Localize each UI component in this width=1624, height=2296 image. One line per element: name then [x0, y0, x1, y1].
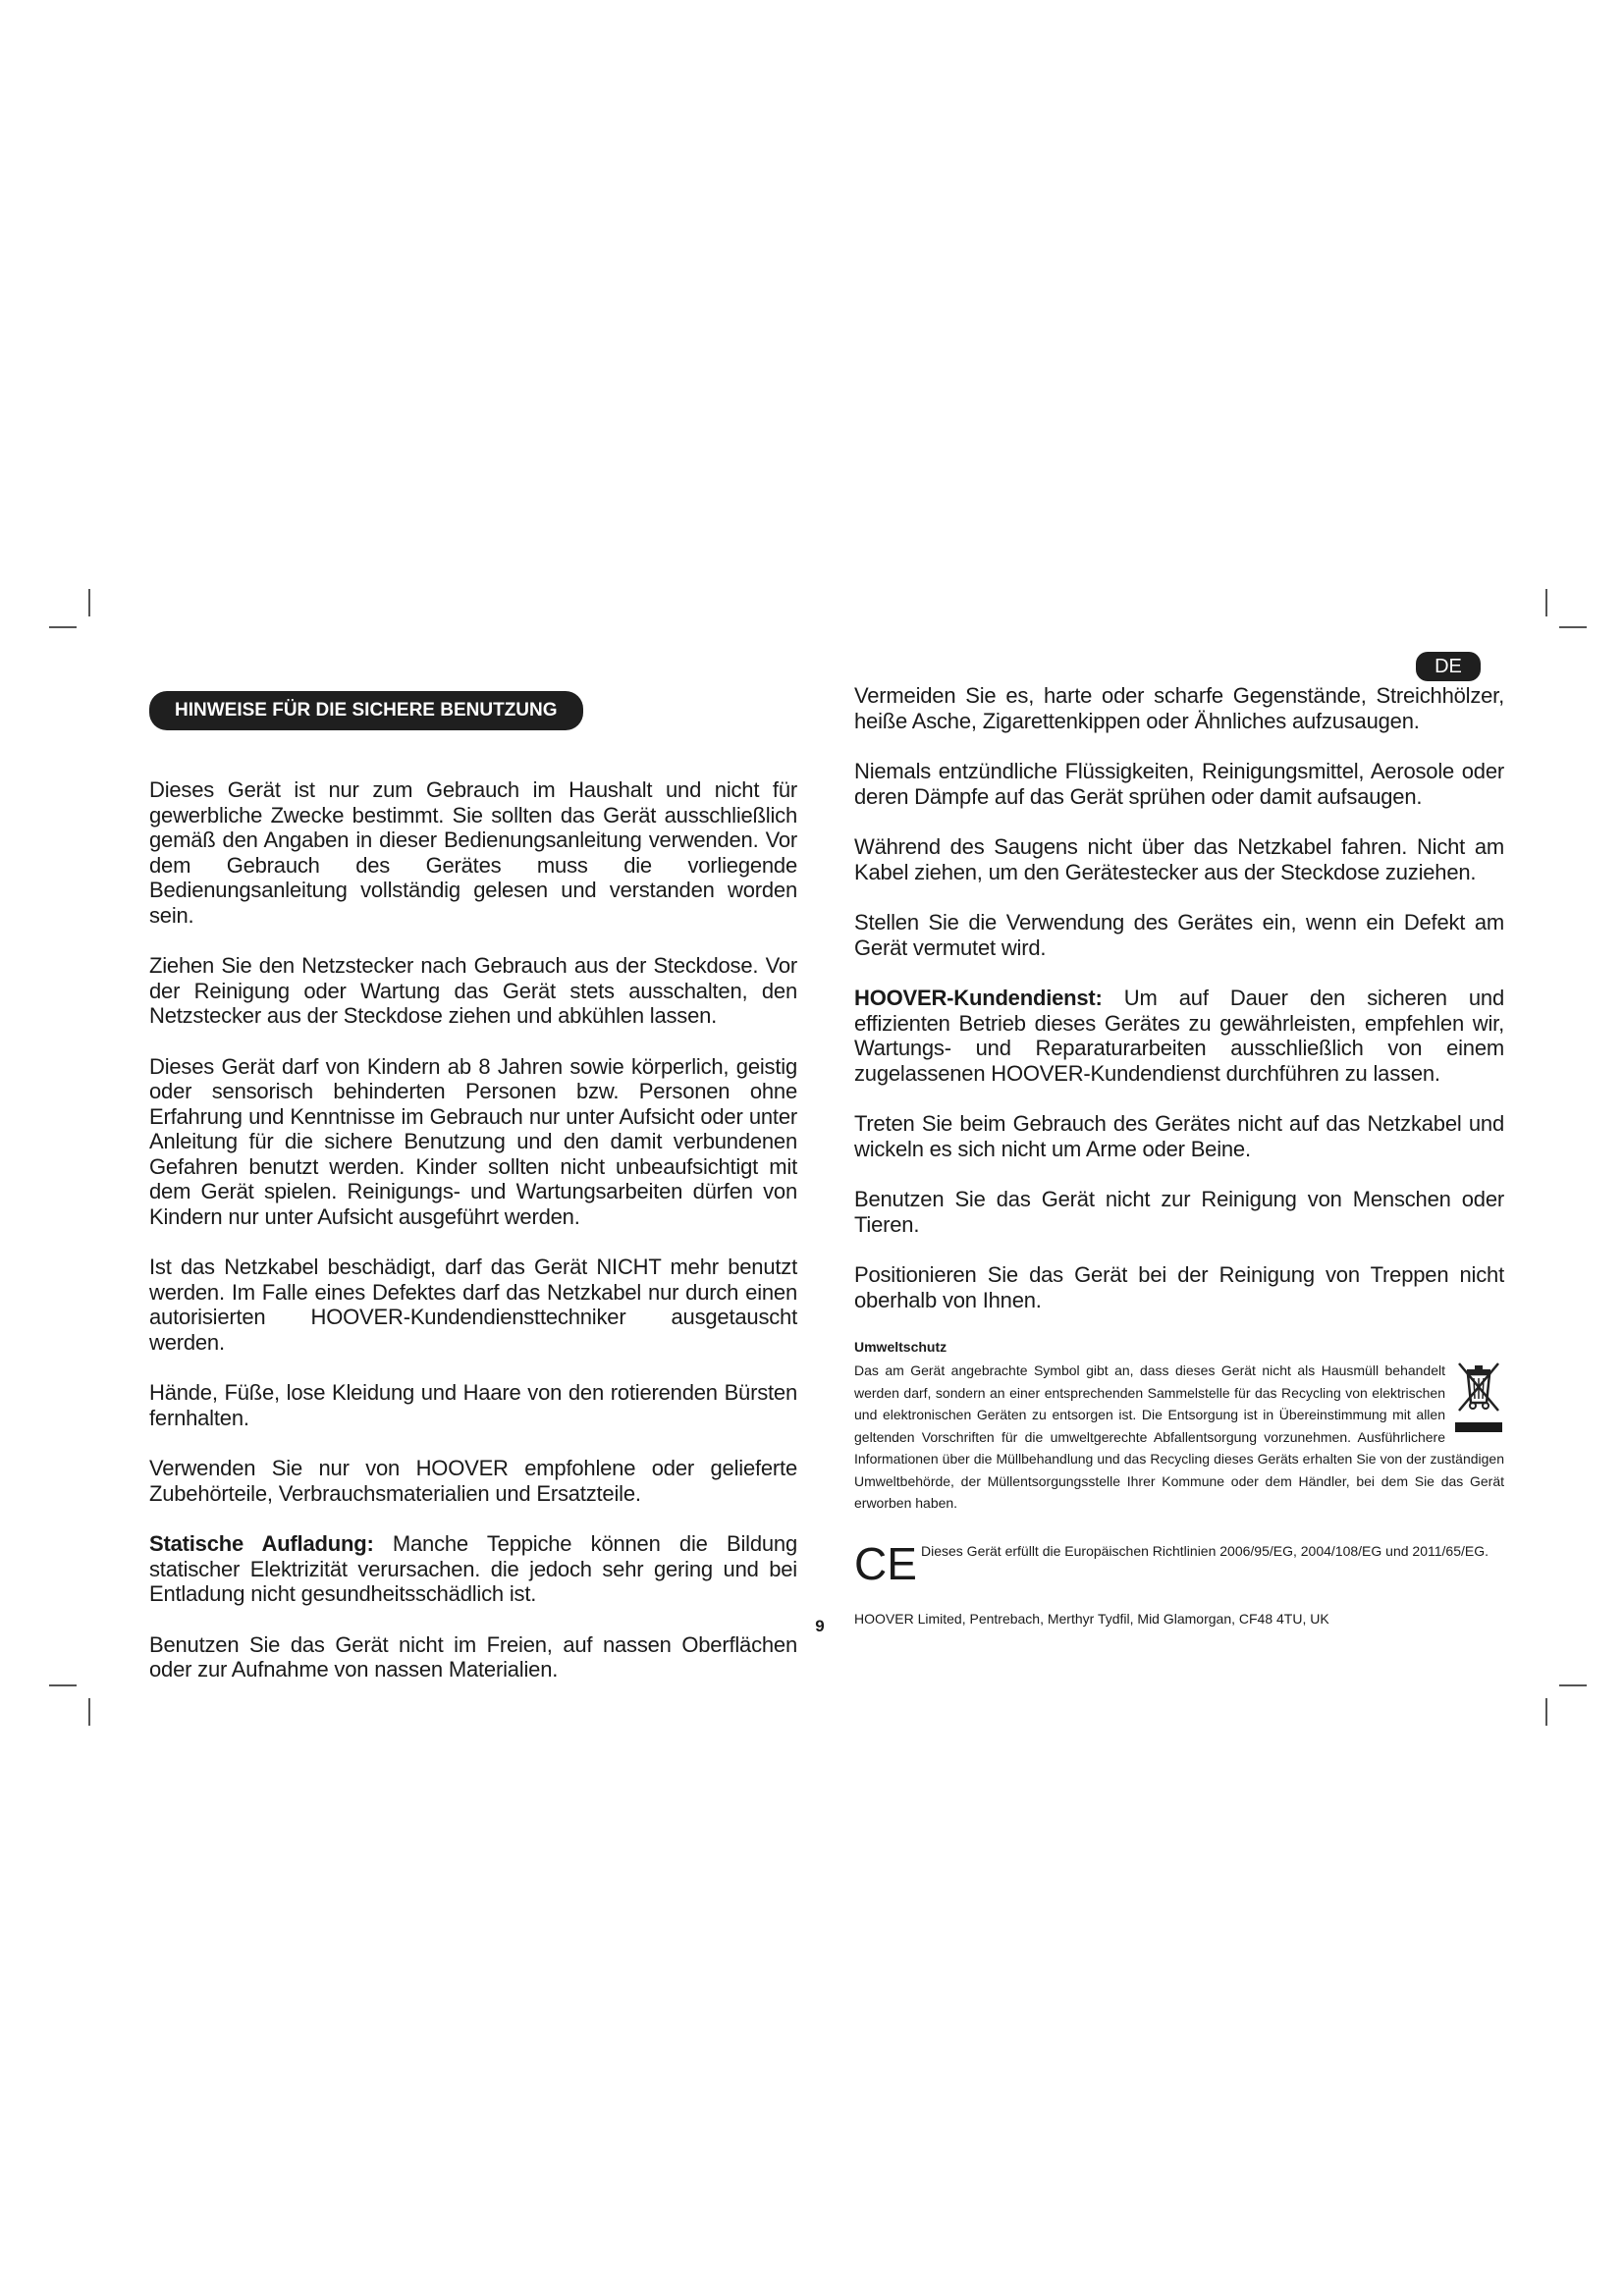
left-column [149, 691, 797, 1708]
paragraph: Verwenden Sie nur von HOOVER empfohlene oder gelieferte Zubehörteile, Verbrauchsmaterialien und Ersatzteile. [149, 1456, 797, 1506]
paragraph: Ist das Netzkabel beschädigt, darf das Gerät NICHT mehr benutzt werden. Im Falle eines Defektes darf das Netzkabel nur durch einen autorisierten HOOVER-Kundendiensttechniker ausgetauscht werden. [149, 1255, 797, 1355]
service-label: HOOVER-Kundendienst: [854, 986, 1103, 1010]
paragraph: Dieses Gerät ist nur zum Gebrauch im Haushalt und nicht für gewerbliche Zwecke bestimmt. Sie sollten das Gerät ausschließlich gemäß den Angaben in dieser Bedienungsanleitung verwenden. Vor dem Gebrauch des Gerätes muss die vorliegende Bedienungsanleitung vollständig gelesen und verstanden worden sein. [149, 777, 797, 928]
crop-mark [1559, 626, 1587, 628]
paragraph: Positionieren Sie das Gerät bei der Reinigung von Treppen nicht oberhalb von Ihnen. [854, 1262, 1504, 1312]
page-number: 9 [815, 1617, 825, 1635]
crossed-out-bin-icon [1453, 1360, 1504, 1438]
environment-text: Das am Gerät angebrachte Symbol gibt an, dass dieses Gerät nicht als Hausmüll behandelt werden darf, sondern an einer entsprechenden Sammelstelle für das Recycling von elektrischen und elektronischen Geräten zu entsorgen ist. Die Entsorgung ist in Übereinstimmung mit allen geltenden Vorschriften für die umweltgerechte Abfallentsorgung vorzunehmen. Ausführlichere Informationen über die Müllbehandlung und das Recycling dieses Geräts erhalten Sie von der zuständigen Umweltbehörde, der Müllentsorgungsstelle Ihrer Kommune oder dem Händler, bei dem Sie das Gerät erworben haben. [854, 1362, 1504, 1511]
service-text: Um auf Dauer den sicheren und effizienten Betrieb dieses Gerätes zu gewährleisten, empfehlen wir, Wartungs- und Reparaturarbeiten ausschließlich von einem zugelassenen HOOVER-Kundendienst durchführen zu lassen. [854, 986, 1504, 1086]
static-charge-paragraph [149, 1531, 797, 1607]
service-paragraph [854, 986, 1504, 1086]
crop-mark [1545, 1698, 1547, 1726]
svg-text:CE: CE [854, 1537, 917, 1589]
environment-section [854, 1360, 1504, 1515]
language-badge: DE [1416, 652, 1481, 681]
environment-title: Umweltschutz [854, 1339, 947, 1355]
static-charge-label: Statische Aufladung: [149, 1531, 374, 1556]
ce-block [854, 1537, 1504, 1589]
paragraph: Dieses Gerät darf von Kindern ab 8 Jahren sowie körperlich, geistig oder sensorisch behinderten Personen bzw. Personen ohne Erfahrung und Kenntnisse im Gebrauch nur unter Aufsicht oder unter Anleitung für die sichere Benutzung und den damit verbundenen Gefahren benutzt werden. Kinder sollten nicht unbeaufsichtigt mit dem Gerät spielen. Reinigungs- und Wartungsarbeiten dürfen von Kindern nur unter Aufsicht ausgeführt werden. [149, 1053, 797, 1229]
paragraph: Hände, Füße, lose Kleidung und Haare von den rotierenden Bürsten fernhalten. [149, 1380, 797, 1430]
paragraph: Benutzen Sie das Gerät nicht zur Reinigung von Menschen oder Tieren. [854, 1187, 1504, 1237]
paragraph: Vermeiden Sie es, harte oder scharfe Gegenstände, Streichhölzer, heiße Asche, Zigarettenkippen oder Ähnliches aufzusaugen. [854, 683, 1504, 733]
static-charge-text: Manche Teppiche können die Bildung statischer Elektrizität verursachen. die jedoch sehr gering und bei Entladung nicht gesundheitsschädlich ist. [149, 1531, 797, 1606]
crop-mark [88, 589, 90, 616]
paragraph: Niemals entzündliche Flüssigkeiten, Reinigungsmittel, Aerosole oder deren Dämpfe auf das Gerät sprühen oder damit aufsaugen. [854, 759, 1504, 809]
ce-text: Dieses Gerät erfüllt die Europäischen Richtlinien 2006/95/EG, 2004/108/EG und 2011/65/EG. [921, 1542, 1489, 1559]
section-title: HINWEISE FÜR DIE SICHERE BENUTZUNG [149, 691, 583, 730]
company-address: HOOVER Limited, Pentrebach, Merthyr Tydfil, Mid Glamorgan, CF48 4TU, UK [854, 1610, 1329, 1627]
crop-mark [88, 1698, 90, 1726]
crop-mark [49, 626, 77, 628]
paragraph: Stellen Sie die Verwendung des Gerätes ein, wenn ein Defekt am Gerät vermutet wird. [854, 910, 1504, 960]
right-column [854, 683, 1504, 1629]
ce-mark-icon [854, 1537, 917, 1589]
crop-mark [49, 1684, 77, 1686]
paragraph: Während des Saugens nicht über das Netzkabel fahren. Nicht am Kabel ziehen, um den Gerätestecker aus der Steckdose zuziehen. [854, 834, 1504, 884]
crop-mark [1559, 1684, 1587, 1686]
crop-mark [1545, 589, 1547, 616]
paragraph: Ziehen Sie den Netzstecker nach Gebrauch aus der Steckdose. Vor der Reinigung oder Wartung das Gerät stets ausschalten, den Netzstecker aus der Steckdose ziehen und abkühlen lassen. [149, 953, 797, 1028]
paragraph: Benutzen Sie das Gerät nicht im Freien, auf nassen Oberflächen oder zur Aufnahme von nassen Materialien. [149, 1631, 797, 1682]
paragraph: Treten Sie beim Gebrauch des Gerätes nicht auf das Netzkabel und wickeln es sich nicht um Arme oder Beine. [854, 1111, 1504, 1161]
